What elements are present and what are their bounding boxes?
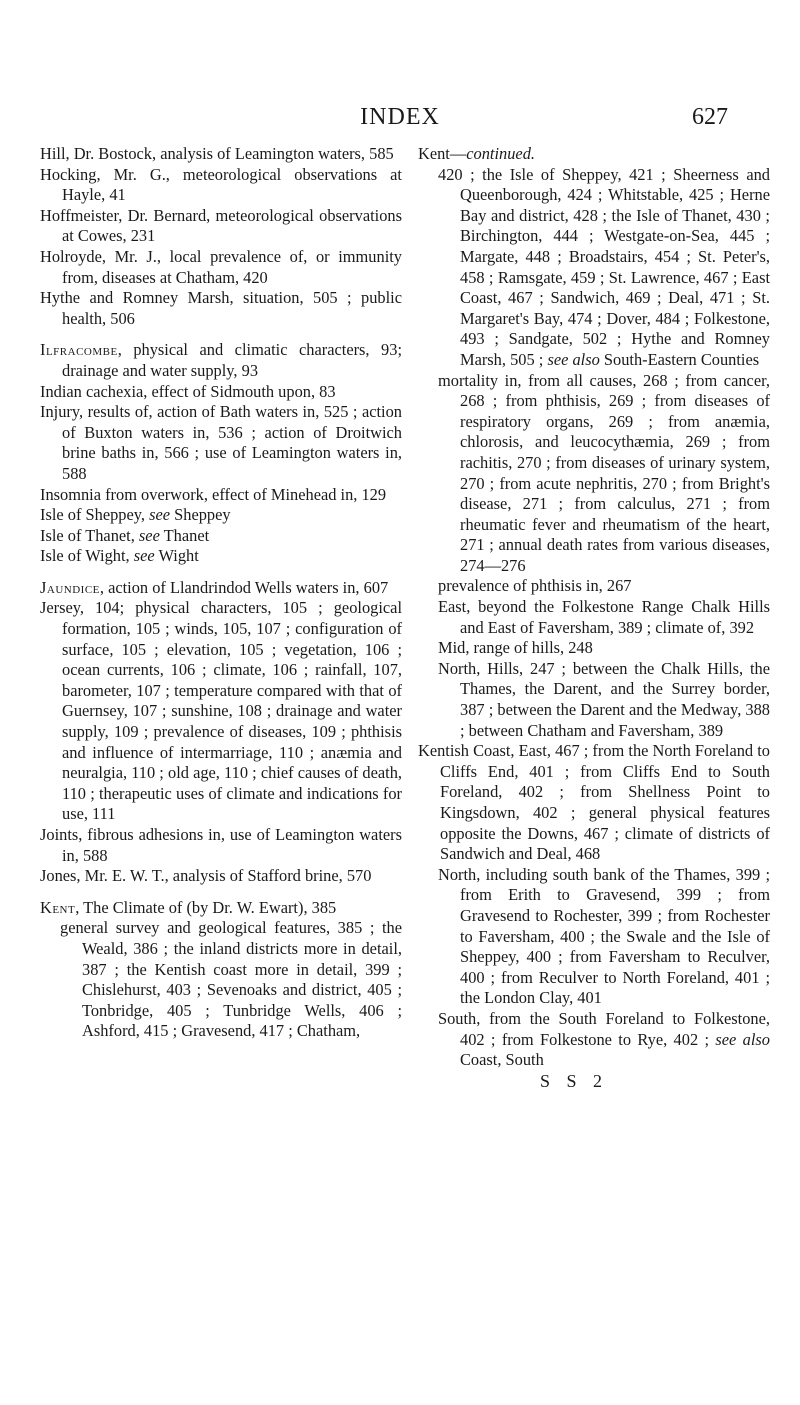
index-entry: Injury, results of, action of Bath waters in, 525 ; action of Buxton waters in, 536 ; action of Droitwich brine baths in, 566 ; use of Leamington waters in, 588 [40, 402, 402, 483]
index-subentry: East, beyond the Folkestone Range Chalk Hills and East of Faversham, 389 ; climate of, 392 [438, 597, 770, 637]
index-subentry: North, Hills, 247 ; between the Chalk Hills, the Thames, the Darent, and the Surrey border, 387 ; between the Darent and the Medway, 388 ; between Chatham and Faversham, 389 [438, 658, 770, 740]
index-entry: Kentish Coast, East, 467 ; from the North Foreland to Cliffs End, 401 ; from Cliffs End to South Foreland, 402 ; from Shellness Point to Kingsdown, 402 ; general physical features opposite the Downs, 467 ; climate of districts of Sandwich and Deal, 468 [418, 741, 770, 864]
entry-heading: Ilfracombe [40, 340, 118, 360]
index-entry: Hill, Dr. Bostock, analysis of Leamington waters, 585 [40, 144, 394, 163]
index-subentry: South, from the South Foreland to Folkestone, 402 ; from Folkestone to Rye, 402 ; see also Coast, South [438, 1008, 770, 1070]
right-column [418, 144, 770, 1091]
index-subentry: mortality in, from all causes, 268 ; from cancer, 268 ; from phthisis, 269 ; from diseases of respiratory organs, 269 ; from anæmia, chlorosis, and leucocythæmia, 269 ; from rachitis, 270 ; from diseases of urinary system, 270 ; from acute nephritis, 270 ; from Bright's disease, 271 ; from calculus, 271 ; from rheumatic fever and rheumatism of the heart, 271 ; annual death rates from various diseases, 274—276 [438, 370, 770, 575]
index-entry: Joints, fibrous adhesions in, use of Leamington waters in, 588 [40, 825, 402, 865]
index-entry: Hoffmeister, Dr. Bernard, meteorological observations at Cowes, 231 [40, 205, 402, 246]
index-entry: Isle of Sheppey, see Sheppey [40, 505, 231, 525]
index-entry: Jersey, 104; physical characters, 105 ; geological formation, 105 ; winds, 105, 107 ; configuration of surface, 105 ; elevation, 105 ; vegetation, 106 ; ocean currents, 106 ; climate, 106 ; rainfall, 107, barometer, 107 ; temperature compared with that of Guernsey, 107 ; sunshine, 108 ; drainage and water supply, 109 ; prevalence of diseases, 109 ; phthisis and influence of intermarriage, 110 ; anæmia and neuralgia, 110 ; old age, 110 ; chief causes of death, 110 ; therapeutic uses of climate and indications for use, 111 [40, 598, 402, 824]
index-entry: Kent—continued. [418, 144, 535, 163]
index-subentry: 420 ; the Isle of Sheppey, 421 ; Sheerness and Queenborough, 424 ; Whitstable, 425 ; Herne Bay and district, 428 ; the Isle of Thanet, 430 ; Birchington, 444 ; Westgate-on-Sea, 445 ; Margate, 448 ; Broadstairs, 454 ; St. Peter's, 458 ; Ramsgate, 459 ; St. Lawrence, 467 ; East Coast, 467 ; Sandwich, 469 ; Deal, 471 ; St. Margaret's Bay, 474 ; Dover, 484 ; Folkestone, 493 ; Sandgate, 502 ; Hythe and Romney Marsh, 505 ; see also South-Eastern Counties [438, 164, 770, 369]
index-entry: Indian cachexia, effect of Sidmouth upon, 83 [40, 381, 336, 401]
entry-heading: Jaundice [40, 577, 100, 597]
index-entry: Isle of Wight, see Wight [40, 546, 199, 566]
index-subentry: Mid, range of hills, 248 [438, 638, 593, 658]
entry-heading: Kent [40, 897, 76, 917]
index-entry: Hythe and Romney Marsh, situation, 505 ; public health, 506 [40, 288, 402, 328]
index-entry: Kent, The Climate of (by Dr. W. Ewart), 385 [40, 897, 337, 917]
left-column [40, 144, 402, 1042]
index-entry: Insomnia from overwork, effect of Minehead in, 129 [40, 484, 387, 504]
index-subentry: prevalence of phthisis in, 267 [438, 576, 632, 596]
index-subentry: general survey and geological features, 385 ; the Weald, 386 ; the inland districts more in detail, 387 ; the Kentish coast more in detail, 399 ; Chislehurst, 403 ; Sevenoaks and district, 405 ; Tonbridge, 405 ; Tunbridge Wells, 406 ; Ashford, 415 ; Gravesend, 417 ; Chatham, [60, 918, 402, 1041]
index-entry: Hocking, Mr. G., meteorological observations at Hayle, 41 [40, 164, 402, 205]
index-entry: Holroyde, Mr. J., local prevalence of, or immunity from, diseases at Chatham, 420 [40, 246, 402, 287]
page-title: INDEX [360, 104, 440, 130]
printer-signature: S S 2 [540, 1070, 609, 1091]
index-subentry: North, including south bank of the Thames, 399 ; from Erith to Gravesend, 399 ; from Gravesend to Rochester, 399 ; from Rochester to Faversham, 400 ; the Swale and the Isle of Sheppey, 400 ; from Faversham to Reculver, 400 ; from Reculver to North Foreland, 401 ; the London Clay, 401 [438, 864, 770, 1008]
index-entry: Jaundice, action of Llandrindod Wells waters in, 607 [40, 577, 389, 597]
page-number: 627 [692, 104, 728, 130]
index-entry: Ilfracombe, physical and climatic characters, 93; drainage and water supply, 93 [40, 340, 402, 380]
index-entry: Isle of Thanet, see Thanet [40, 525, 210, 545]
page-header [0, 104, 800, 134]
index-entry: Jones, Mr. E. W. T., analysis of Stafford brine, 570 [40, 866, 372, 886]
